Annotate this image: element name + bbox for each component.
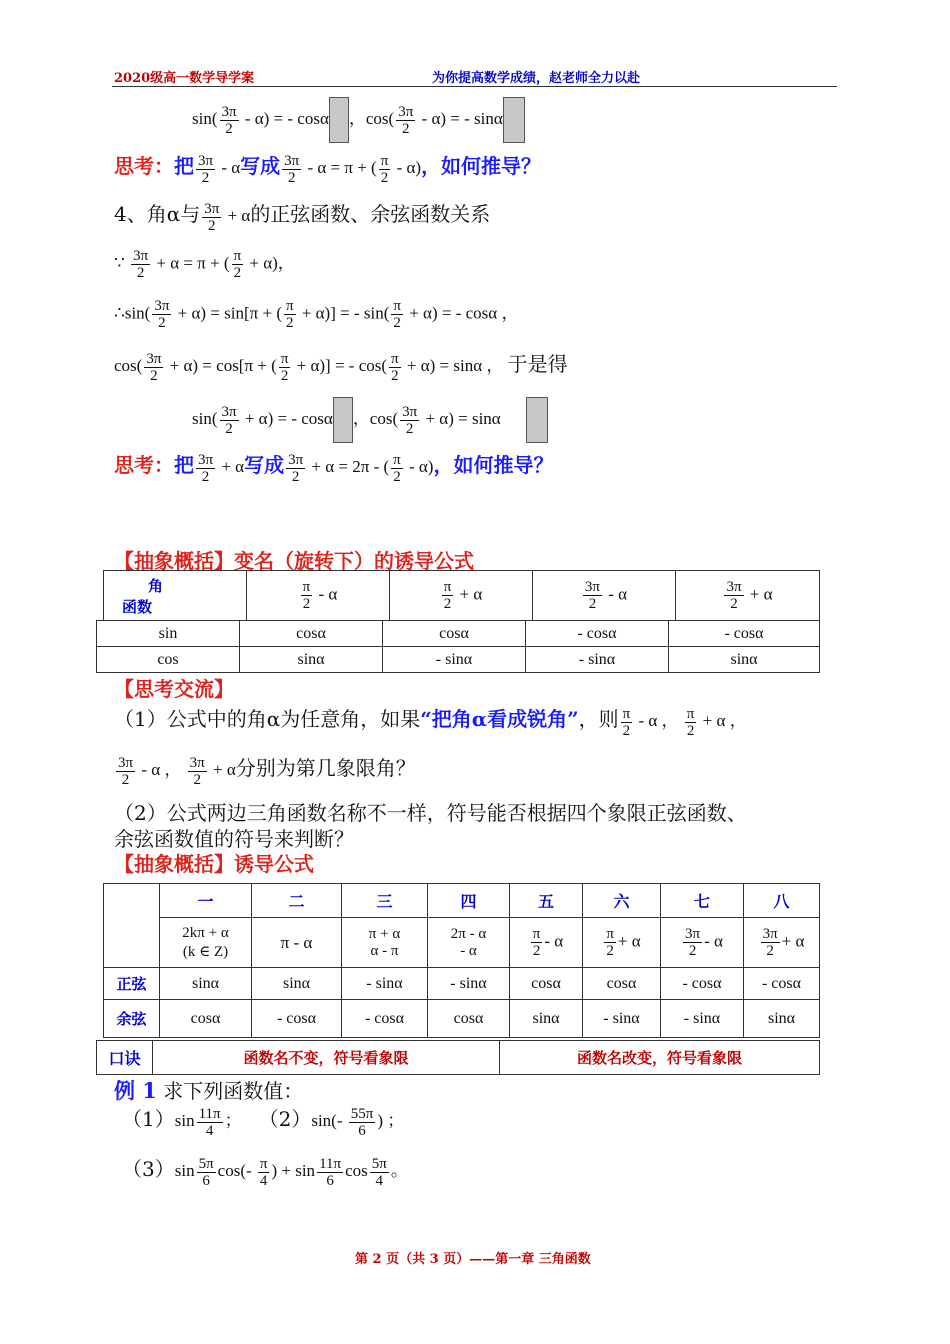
placeholder-box (526, 397, 548, 443)
col-header: $\frac{3\pi}{2}$ + α (676, 571, 820, 621)
mnemonic-row: 口诀 函数名不变，符号看象限 函数名改变，符号看象限 (96, 1040, 820, 1075)
section-title-discuss: 【思考交流】 (114, 677, 234, 701)
placeholder-box (329, 97, 349, 143)
formula-line-1: sin( $\frac{3\pi}{2}$ - α) = - cosα ，cos( $\frac{3\pi}{2}$ - α) = - sinα (192, 97, 525, 143)
example-title: 例 1 求下列函数值： (114, 1078, 304, 1103)
header-right: 为你提高数学成绩，赵老师全力以赴 (432, 71, 641, 86)
example-part-1-2: （1）sin $\frac{11\pi}{4}$ ； （2）sin(- $\frac{55\pi}{6}$ ) ； (122, 1105, 405, 1139)
section-title-abstract-2: 【抽象概括】诱导公式 (114, 852, 314, 876)
formula-line-2: sin( $\frac{3\pi}{2}$ + α) = - cosα ，cos( $\frac{3\pi}{2}$ + α) = sinα (192, 397, 548, 443)
cos-row: 余弦 cosα - cosα - cosα cosα sinα - sinα - sinα sinα (104, 1000, 820, 1038)
sin-row: 正弦 sinα sinα - sinα - sinα cosα cosα - cosα - cosα (104, 968, 820, 1000)
think-line-2: 思考：把 $\frac{3\pi}{2}$ + α写成 $\frac{3\pi}{2}$ + α = 2π - ( $\frac{\pi}{2}$ - α)，如何推导？ (114, 451, 554, 485)
question-2-line-2: 余弦函数值的符号来判断？ (114, 827, 354, 851)
placeholder-box (503, 97, 525, 143)
table-row: sin cosα cosα - cosα - cosα (97, 621, 820, 647)
page-footer: 第 2 页（共 3 页）——第一章 三角函数 (355, 1252, 591, 1267)
induction-formula-table: 一 二 三 四 五 六 七 八 2kπ + α (k ∈ Z) π - α π + α α - π 2π - α - α $\frac{\pi}{2}$ - α $\frac{\pi}{2}$ + α $\frac{3\pi}{2}$ - α $\frac{3\pi}{2}$ + α 正弦 sinα sinα - sinα - sinα cosα cosα - cosα - cosα 余弦 cosα - cosα - cosα cosα sinα - sinα - sinα sinα (103, 883, 820, 1038)
question-1-line-2: $\frac{3\pi}{2}$ - α ， $\frac{3\pi}{2}$ + α分别为第几象限角？ (118, 754, 416, 788)
section-4-heading: 4、角α与 $\frac{3\pi}{2}$ + α的正弦函数、余弦函数关系 (114, 200, 491, 234)
example-part-3: （3）sin $\frac{5\pi}{6}$ cos(- $\frac{\pi}{4}$ ) + sin $\frac{11\pi}{6}$ cos $\frac{5\pi}{4}$ 。 (122, 1155, 408, 1189)
header-left: 2020级高一数学导学案 (114, 71, 255, 86)
therefore-line: ∴sin( $\frac{3\pi}{2}$ + α) = sin[π + ( $\frac{\pi}{2}$ + α)] = - sin( $\frac{\pi}{2}$ + α) = - cosα ， (114, 298, 519, 331)
table-corner: 角 函数 (104, 571, 247, 621)
variant-formula-table-header (103, 570, 820, 621)
angle-row: 2kπ + α (k ∈ Z) π - α π + α α - π 2π - α - α $\frac{\pi}{2}$ - α $\frac{\pi}{2}$ + α $\frac{3\pi}{2}$ - α $\frac{3\pi}{2}$ + α (104, 918, 820, 968)
header-rule (112, 86, 837, 87)
cos-derivation-line: cos( $\frac{3\pi}{2}$ + α) = cos[π + ( $\frac{\pi}{2}$ + α)] = - cos( $\frac{\pi}{2}$ + α) = sinα ， 于是得 (114, 350, 568, 384)
variant-formula-table-body (96, 620, 820, 673)
question-1-line-1: （1）公式中的角α为任意角，如果“把角α看成锐角”，则 $\frac{\pi}{2}$ - α ， $\frac{\pi}{2}$ + α ， (114, 705, 747, 739)
think-line-1: 思考：把 $\frac{3\pi}{2}$ - α写成 $\frac{3\pi}{2}$ - α = π + ( $\frac{\pi}{2}$ - α)，如何推导？ (114, 152, 542, 186)
placeholder-box (333, 397, 353, 443)
section-title-abstract-1: 【抽象概括】变名（旋转下）的诱导公式 (114, 549, 474, 573)
because-line: ∵ $\frac{3\pi}{2}$ + α = π + ( $\frac{\pi}{2}$ + α)， (114, 248, 295, 281)
table-row: cos sinα - sinα - sinα sinα (97, 647, 820, 673)
col-header: $\frac{\pi}{2}$ - α (247, 571, 390, 621)
question-2-line-1: （2）公式两边三角函数名称不一样，符号能否根据四个象限正弦函数、 (114, 801, 747, 825)
col-header: $\frac{3\pi}{2}$ - α (533, 571, 676, 621)
col-header: $\frac{\pi}{2}$ + α (390, 571, 533, 621)
